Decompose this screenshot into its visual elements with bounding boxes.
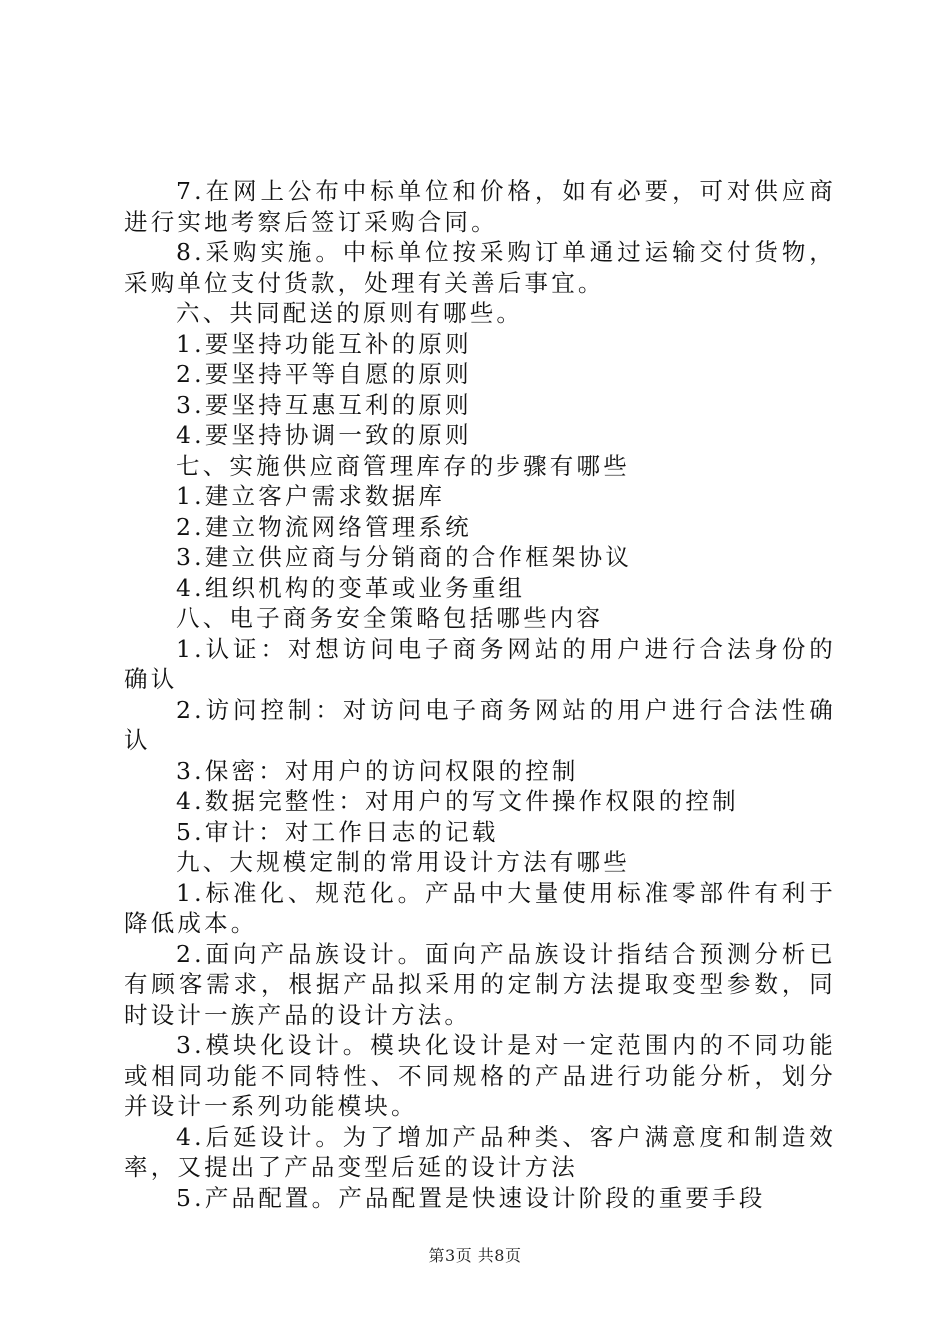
- list-item: 2.建立物流网络管理系统: [176, 512, 472, 541]
- list-item: 3.模块化设计。模块化设计是对一定范围内的不同功能或相同功能不同特性、不同规格的产品进行功能分析，划分并设计一系列功能模块。: [124, 1031, 836, 1120]
- list-item: 1.建立客户需求数据库: [176, 482, 446, 510]
- list-item: 2.要坚持平等自愿的原则: [176, 360, 472, 388]
- list-item: 5.产品配置。产品配置是快速设计阶段的重要手段: [176, 1183, 766, 1212]
- section-heading: 九、大规模定制的常用设计方法有哪些: [176, 848, 630, 876]
- list-item: 3.建立供应商与分销商的合作框架协议: [176, 543, 633, 571]
- document-body: [124, 176, 836, 1213]
- list-item: 5.审计：对工作日志的记载: [176, 817, 499, 846]
- list-item: 1.标准化、规范化。产品中大量使用标准零部件有利于降低成本。: [124, 878, 836, 937]
- section-heading: 七、实施供应商管理库存的步骤有哪些: [176, 451, 630, 480]
- list-item: 2.面向产品族设计。面向产品族设计指结合预测分析已有顾客需求，根据产品拟采用的定制方法提取变型参数，同时设计一族产品的设计方法。: [124, 939, 836, 1029]
- paragraph: 8.采购实施。中标单位按采购订单通过运输交付货物，采购单位支付货款，处理有关善后事宜。: [124, 238, 836, 297]
- list-item: 4.组织机构的变革或业务重组: [176, 573, 526, 602]
- list-item: 4.后延设计。为了增加产品种类、客户满意度和制造效率，又提出了产品变型后延的设计方法: [124, 1122, 836, 1181]
- page-number-label: 第3页 共8页: [428, 1246, 522, 1265]
- page-footer: [0, 1246, 950, 1266]
- list-item: 1.要坚持功能互补的原则: [176, 329, 472, 358]
- list-item: 2.访问控制：对访问电子商务网站的用户进行合法性确认: [124, 695, 836, 754]
- list-item: 4.要坚持协调一致的原则: [176, 421, 472, 449]
- paragraph: 7.在网上公布中标单位和价格，如有必要，可对供应商进行实地考察后签订采购合同。: [124, 177, 836, 236]
- section-heading: 六、共同配送的原则有哪些。: [176, 299, 524, 327]
- list-item: 4.数据完整性：对用户的写文件操作权限的控制: [176, 787, 739, 815]
- list-item: 3.要坚持互惠互利的原则: [176, 390, 472, 419]
- section-heading: 八、电子商务安全策略包括哪些内容: [176, 604, 604, 632]
- list-item: 3.保密：对用户的访问权限的控制: [176, 756, 579, 785]
- list-item: 1.认证：对想访问电子商务网站的用户进行合法身份的确认: [124, 634, 836, 693]
